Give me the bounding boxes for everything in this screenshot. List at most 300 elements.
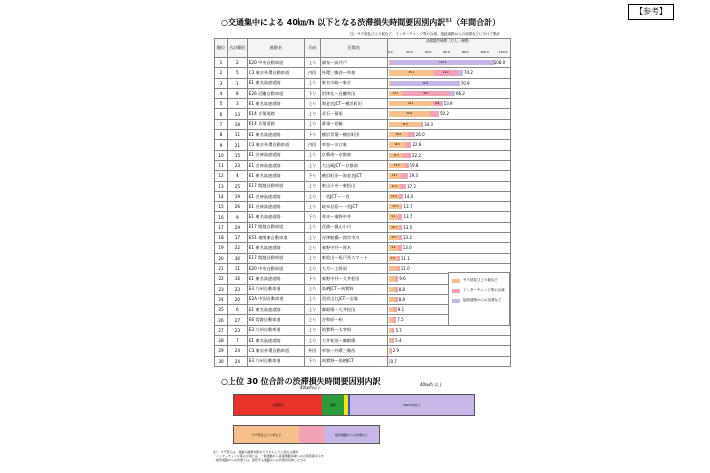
total-rank-cell: 9 (228, 212, 248, 222)
bottom-summary-chart (233, 394, 473, 444)
total-rank-cell: 26 (228, 202, 248, 212)
road-cell: E1 名神高速道路 (247, 160, 304, 170)
bar-segment-ic (391, 348, 392, 353)
direction-cell: 上り (304, 150, 320, 160)
table-row (215, 171, 511, 181)
table-row (215, 119, 511, 129)
total-rank-cell: 18 (228, 119, 248, 129)
total-rank-cell: 30 (228, 253, 248, 263)
total-rank-cell: 1 (228, 78, 248, 88)
bar-total-label: 11.0 (400, 265, 410, 271)
bar-segment-sag: 40.8 (389, 111, 430, 116)
bar-segment-ic (395, 287, 398, 292)
bar-total-label: 74.2 (463, 70, 473, 76)
bottom-label-left: 40㎞/h以下 (300, 385, 321, 390)
section-cell: 秦野中井～大井松田 (320, 274, 387, 284)
title-subnote: 注）サグ部及び上り坂など、インターチェンジ等の合流、接続道路からの渋滞などに分けて集計 (350, 32, 501, 36)
road-cell: E1 東名高速道路 (247, 212, 304, 222)
bar-total-label: 22.2 (411, 152, 421, 158)
total-rank-cell: 27 (228, 315, 248, 325)
rank-cell: 19 (215, 243, 228, 253)
bar-cell (387, 130, 510, 140)
rank-cell: 3 (215, 78, 228, 88)
rank-cell: 12 (215, 171, 228, 181)
stacked-bar (389, 225, 402, 230)
rank-cell: 18 (215, 233, 228, 243)
bar-total-label: 13.5 (403, 224, 413, 230)
direction-cell: 上り (304, 202, 320, 212)
section-cell: 谷津船橋～湾岸市川 (320, 233, 387, 243)
stacked-bar (389, 142, 412, 147)
stacked-bar (389, 256, 400, 261)
total-rank-cell: 11 (228, 130, 248, 140)
bar-total-label: 9.6 (399, 276, 406, 282)
stacked-bar (389, 153, 411, 158)
bar-cell (387, 233, 510, 243)
rank-cell: 28 (215, 336, 228, 346)
section-cell: 東名川崎～東京 (320, 78, 387, 88)
direction-cell: 上り (304, 253, 320, 263)
bar-total-label: 13.7 (403, 204, 413, 210)
bar-segment-ic (399, 235, 402, 240)
bar-total-label: 5.4 (395, 338, 402, 344)
road-cell: E1 東名高速道路 (247, 130, 304, 140)
subtitle: ○上位 30 位合計の渋滞損失時間要因別内訳 (221, 377, 381, 386)
bar-cell (387, 181, 510, 191)
bar-cell (387, 346, 510, 356)
bar-segment-sag: 16.5 (389, 142, 406, 147)
road-cell: E1 東名高速道路 (247, 336, 304, 346)
section-cell: 京都南～京都東 (320, 150, 387, 160)
bar-cell (387, 68, 510, 78)
section-cell: 厚木～秦野中井 (320, 212, 387, 222)
road-cell: E14 京葉道路 (247, 109, 304, 119)
road-cell: E26 近畿自動車道 (247, 88, 304, 98)
rank-cell: 17 (215, 222, 228, 232)
summary-bar-bottom (233, 425, 380, 444)
road-cell: E2A 中国自動車道 (247, 294, 304, 304)
stacked-bar (389, 245, 402, 250)
section-cell: 大山崎JCT～京都南 (320, 160, 387, 170)
bar-segment-sag: 10.7 (389, 235, 400, 240)
bar-total-label: 53.9 (443, 101, 453, 107)
bar-segment-ic (398, 214, 403, 219)
bar-cell (387, 99, 510, 109)
road-cell: E17 関越自動車道 (247, 181, 304, 191)
breakdown-segment: サグ部及び上り坂など (234, 426, 299, 443)
total-rank-cell: 8 (228, 88, 248, 98)
header-section: 区間名 (320, 39, 387, 58)
header-rank: 順位 (215, 39, 228, 58)
direction-cell: 上り (304, 160, 320, 170)
stacked-bar (389, 70, 463, 75)
rank-cell: 22 (215, 274, 228, 284)
bar-total-label: 13.2 (402, 235, 412, 241)
bar-segment-sag: 45.1 (389, 70, 434, 75)
total-rank-cell: 15 (228, 150, 248, 160)
bar-segment-sag: 13.2 (389, 91, 402, 96)
table-row (215, 325, 511, 335)
bar-segment-ic (401, 204, 402, 209)
road-cell: E1 東名高速道路 (247, 171, 304, 181)
bar-cell (387, 140, 510, 150)
bar-segment-sag: 10.4 (389, 194, 399, 199)
bar-cell (387, 243, 510, 253)
direction-cell: 下り (304, 212, 320, 222)
stacked-bar (389, 194, 403, 199)
road-cell: E3 九州自動車道 (247, 325, 304, 335)
bar-segment-ic (392, 338, 394, 343)
scale-tick: 0.0 (387, 50, 393, 54)
rank-cell: 6 (215, 109, 228, 119)
section-cell: 御殿場～大井松田 (320, 305, 387, 315)
rank-cell: 25 (215, 305, 228, 315)
total-rank-cell: 4 (228, 171, 248, 181)
table-row (215, 160, 511, 170)
rank-cell: 30 (215, 356, 228, 366)
direction-cell: 上り (304, 315, 320, 325)
road-cell: C3 東京外環自動車道 (247, 68, 304, 78)
road-cell: E1 東名高速道路 (247, 305, 304, 315)
bar-segment-conn (414, 132, 415, 137)
stacked-bar (389, 297, 398, 302)
direction-cell: 上り (304, 233, 320, 243)
table-row (215, 191, 511, 201)
section-cell: 西宮山口JCT～宝塚 (320, 294, 387, 304)
bar-total-label: 11.1 (400, 255, 410, 261)
stacked-bar (389, 287, 398, 292)
page-title: ○交通集中による 40㎞/h 以下となる渋滞損失時間要因別内訳$^{注1}$（年間合計） (221, 17, 501, 27)
total-rank-cell: 25 (228, 181, 248, 191)
bar-total-label: 7.5 (397, 317, 404, 323)
total-rank-cell: 29 (228, 222, 248, 232)
bar-total-label: 8.1 (397, 307, 405, 313)
section-cell: 一宮JCT～一宮 (320, 191, 387, 201)
total-rank-cell: 19 (228, 191, 248, 201)
table-row (215, 109, 511, 119)
total-rank-cell: 23 (228, 284, 248, 294)
stacked-bar (389, 328, 395, 333)
total-rank-cell: 21 (228, 140, 248, 150)
direction-cell: 上り (304, 325, 320, 335)
stacked-bar (389, 60, 495, 65)
rank-cell: 5 (215, 99, 228, 109)
direction-cell: 下り (304, 274, 320, 284)
bar-cell (387, 253, 510, 263)
direction-cell: 下り (304, 130, 320, 140)
direction-cell: 上り (304, 222, 320, 232)
direction-cell: 上り (304, 336, 320, 346)
table-row (215, 212, 511, 222)
total-rank-cell: 23 (228, 325, 248, 335)
stacked-bar (389, 359, 390, 364)
bar-total-label: 8.8 (398, 286, 405, 292)
rank-cell: 20 (215, 253, 228, 263)
bar-cell (387, 191, 510, 201)
header-chart (387, 39, 510, 58)
bar-segment-ic (394, 307, 397, 312)
bar-segment-sag: 10.7 (389, 225, 400, 230)
scale-tick: 20.0 (406, 50, 413, 54)
header-road: 道路名 (247, 39, 304, 58)
stacked-bar (389, 101, 443, 106)
stacked-bar (389, 132, 415, 137)
bar-segment-sag: 18.9 (389, 132, 408, 137)
reference-badge: 【参考】 (628, 4, 674, 20)
bottom-label-right: 40㎞/h 以上 (420, 382, 443, 387)
bar-total-label: 22.6 (412, 142, 422, 148)
rank-cell: 8 (215, 130, 228, 140)
bar-segment-sag (389, 266, 398, 271)
bar-total-label: 26.0 (415, 132, 425, 138)
section-cell: 大井松田～御殿場 (320, 336, 387, 346)
legend-item-conn: 接続道路からの渋滞など (452, 298, 506, 303)
road-cell: E1 名神高速道路 (247, 191, 304, 201)
section-cell: 筑紫野～鳥栖JCT (320, 356, 387, 366)
bar-total-label: 50.2 (439, 111, 449, 117)
total-rank-cell: 11 (228, 263, 248, 273)
bar-cell (387, 58, 510, 68)
table-row (215, 222, 511, 232)
section-cell: 武石～幕張 (320, 109, 387, 119)
rank-cell: 9 (215, 140, 228, 150)
bar-total-label: 34.3 (424, 121, 433, 127)
breakdown-segment (299, 426, 324, 443)
bar-segment-ic (430, 111, 439, 116)
direction-cell: 上り (304, 305, 320, 315)
bar-segment-ic (403, 153, 411, 158)
bar-segment-ic (395, 276, 398, 281)
bar-segment-sag: 12.5 (389, 204, 402, 209)
section-cell: 草加～川口東 (320, 140, 387, 150)
stacked-bar (389, 348, 392, 353)
rank-cell: 27 (215, 325, 228, 335)
scale-tick: 40.0 (424, 50, 432, 54)
section-cell: 大月～上野原 (320, 263, 387, 273)
header-total-rank: 合計順位 (228, 39, 248, 58)
road-cell: E3 九州自動車道 (247, 356, 304, 366)
road-cell: E20 中央自動車道 (247, 263, 304, 273)
direction-cell: 下り (304, 171, 320, 181)
section-cell: 海老名JCT～横浜町田 (320, 99, 387, 109)
bar-segment-conn: 70.9 (391, 81, 460, 86)
bar-total-label: 17.2 (406, 183, 416, 189)
bar-segment-ic (397, 266, 400, 271)
bar-segment-conn (458, 70, 463, 75)
table-row (215, 253, 511, 263)
summary-segment: 事故 (322, 395, 344, 415)
total-rank-cell: 5 (228, 68, 248, 78)
road-cell: E1 東名高速道路 (247, 274, 304, 284)
road-cell: E6 常磐自動車道 (247, 315, 304, 325)
stacked-bar (389, 214, 403, 219)
direction-cell: 外回 (304, 346, 320, 356)
rank-cell: 29 (215, 346, 228, 356)
total-rank-cell: 3 (228, 99, 248, 109)
section-cell: 谷和原～柏 (320, 315, 387, 325)
direction-cell: 下り (304, 88, 320, 98)
direction-cell: 下り (304, 356, 320, 366)
bar-segment-ic (405, 142, 411, 147)
bar-cell (387, 212, 510, 222)
bar-segment-sag (389, 276, 396, 281)
table-row (215, 58, 511, 68)
legend-swatch-conn (452, 299, 460, 303)
bar-segment-ic (399, 225, 402, 230)
table-row (215, 346, 511, 356)
bar-segment-sag: 14.5 (389, 153, 404, 158)
table-row (215, 88, 511, 98)
bar-segment-ic (401, 173, 408, 178)
chart-legend (448, 272, 510, 326)
section-cell: 東山小川～東松山 (320, 181, 387, 191)
rank-cell: 16 (215, 212, 228, 222)
section-cell: 鳥栖JCT～筑紫野 (320, 284, 387, 294)
bar-segment-ic (400, 184, 406, 189)
section-cell: 横浜青葉～横浜町田 (320, 130, 387, 140)
rank-cell: 24 (215, 294, 228, 304)
bar-cell (387, 171, 510, 181)
table-row (215, 130, 511, 140)
table-row (215, 150, 511, 160)
bar-cell (387, 160, 510, 170)
bar-cell (387, 88, 510, 98)
stacked-bar (389, 235, 402, 240)
table-row (215, 68, 511, 78)
stacked-bar (389, 317, 397, 322)
bar-segment-ic: 8.8 (433, 101, 442, 106)
bar-segment-ic (397, 256, 400, 261)
road-cell: E20 中央自動車道 (247, 58, 304, 68)
bar-segment-ic (398, 245, 402, 250)
table-row (215, 243, 511, 253)
legend-item-sag: サグ部及び上り坂など (452, 278, 506, 283)
direction-cell: 内回 (304, 140, 320, 150)
bar-segment-sag: 9.4 (389, 245, 398, 250)
summary-segment: 40km/h以上 (350, 395, 474, 415)
stacked-bar (389, 81, 460, 86)
legend-swatch-ic (452, 289, 460, 293)
direction-cell: 上り (304, 119, 320, 129)
footnotes (213, 450, 573, 462)
rank-cell: 14 (215, 191, 228, 201)
scale-tick: 80.0 (461, 50, 469, 54)
footnote-2: ・インターチェンジ等の合流とは、一般道路から高速道路本線への合流部等を示す (213, 454, 324, 458)
stacked-bar (389, 91, 455, 96)
section-cell: 調布～高井戸 (320, 58, 387, 68)
stacked-bar (389, 307, 397, 312)
header-direction: 方向 (304, 39, 320, 58)
direction-cell: 上り (304, 191, 320, 201)
total-rank-cell: 23 (228, 160, 248, 170)
table-row (215, 140, 511, 150)
total-rank-cell: 2 (228, 58, 248, 68)
road-cell: E3 九州自動車道 (247, 284, 304, 294)
road-cell: C3 東京外環自動車道 (247, 346, 304, 356)
bar-segment-conn (442, 101, 443, 106)
direction-cell: 上り (304, 284, 320, 294)
bar-total-label: 108.0 (493, 60, 506, 65)
total-rank-cell: 13 (228, 109, 248, 119)
bar-segment-ic (393, 317, 396, 322)
bar-segment-sag: 9.1 (389, 214, 398, 219)
bar-segment-ic (405, 163, 409, 168)
road-cell: E1 東名高速道路 (247, 78, 304, 88)
rank-cell: 21 (215, 263, 228, 273)
total-rank-cell: 17 (228, 233, 248, 243)
direction-cell: 上り (304, 109, 320, 119)
direction-cell: 上り (304, 294, 320, 304)
stacked-bar (389, 173, 408, 178)
bar-total-label: 70.9 (460, 80, 470, 86)
total-rank-cell: 6 (228, 305, 248, 315)
stacked-bar (389, 266, 400, 271)
bar-segment-sag: 11.0 (389, 184, 400, 189)
rank-cell: 1 (215, 58, 228, 68)
rank-cell: 2 (215, 68, 228, 78)
direction-cell: 上り (304, 99, 320, 109)
total-rank-cell: 24 (228, 356, 248, 366)
bar-total-label: 19.8 (409, 162, 419, 168)
section-cell: 横浜町田～海老名JCT (320, 171, 387, 181)
section-cell: 秦野中井～厚木 (320, 243, 387, 253)
section-cell: 摂津北～近畿吹田 (320, 88, 387, 98)
table-row (215, 99, 511, 109)
legend-item-ic: インターチェンジ等の合流 (452, 288, 506, 293)
direction-cell: 上り (304, 263, 320, 273)
bar-segment-ic (395, 297, 398, 302)
road-cell: E1 東名高速道路 (247, 99, 304, 109)
road-cell: E14 京葉道路 (247, 119, 304, 129)
direction-cell: 上り (304, 78, 320, 88)
rank-cell: 13 (215, 181, 228, 191)
scale-tick: 120.0 (498, 50, 508, 54)
stacked-bar (389, 122, 423, 127)
table-row (215, 336, 511, 346)
bar-segment-ic (399, 194, 403, 199)
road-cell: E51 東関東自動車道 (247, 233, 304, 243)
total-rank-cell: 16 (228, 274, 248, 284)
bar-total-label: 5.7 (395, 327, 402, 333)
bar-segment-conn: 105.5 (391, 60, 495, 65)
bar-total-label: 14.4 (404, 193, 414, 199)
table-row (215, 356, 511, 366)
rank-cell: 4 (215, 88, 228, 98)
summary-bar-top (233, 394, 475, 416)
bar-segment-sag: 12.1 (389, 173, 401, 178)
table-row (215, 233, 511, 243)
section-cell: 筑紫野～太宰府 (320, 325, 387, 335)
total-rank-cell: 22 (228, 243, 248, 253)
legend-swatch-sag (452, 279, 460, 283)
bar-total-label: 19.3 (409, 173, 418, 179)
stacked-bar (389, 276, 399, 281)
scale-tick: 100.0 (480, 50, 489, 54)
total-rank-cell: 24 (228, 346, 248, 356)
bar-total-label: 2.9 (392, 348, 400, 354)
footnote-3: ・接続道路からの渋滞とは、接続する道路からの渋滞が延伸したもの (213, 458, 307, 462)
bar-segment-ic (421, 122, 423, 127)
bar-cell (387, 356, 510, 366)
bar-cell (387, 119, 510, 129)
direction-cell: 上り (304, 181, 320, 191)
total-rank-cell: 20 (228, 294, 248, 304)
total-rank-cell: 7 (228, 336, 248, 346)
stacked-bar (389, 204, 403, 209)
rank-cell: 26 (215, 315, 228, 325)
bar-total-label: 13.0 (402, 245, 412, 251)
direction-cell: 上り (304, 243, 320, 253)
